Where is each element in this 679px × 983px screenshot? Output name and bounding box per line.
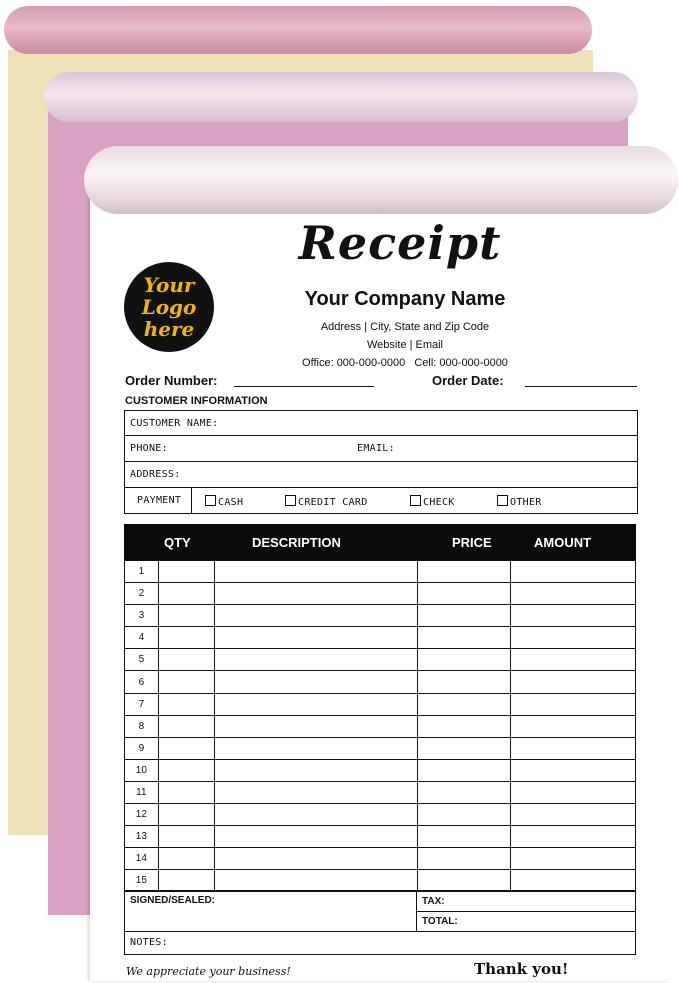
row-number: 15 — [125, 870, 159, 892]
qty-cell[interactable] — [158, 649, 214, 671]
qty-cell[interactable] — [158, 627, 214, 649]
address-row[interactable] — [124, 461, 638, 488]
price-cell[interactable] — [417, 759, 511, 781]
checkbox-icon — [410, 495, 421, 506]
description-cell[interactable] — [215, 649, 418, 671]
amount-cell[interactable] — [511, 693, 636, 715]
row-number: 12 — [125, 804, 159, 826]
order-date-label: Order Date: — [432, 373, 504, 388]
customer-section-heading: CUSTOMER INFORMATION — [125, 395, 268, 407]
description-cell[interactable] — [215, 671, 418, 693]
amount-cell[interactable] — [511, 804, 636, 826]
logo-line: here — [143, 317, 195, 341]
items-table — [124, 560, 636, 892]
description-cell[interactable] — [215, 826, 418, 848]
qty-cell[interactable] — [158, 781, 214, 803]
phone-email-row[interactable] — [124, 435, 638, 462]
payment-option-credit-card[interactable]: CREDIT CARD — [285, 495, 368, 508]
description-cell[interactable] — [215, 715, 418, 737]
address-label: ADDRESS: — [130, 469, 181, 480]
payment-option-check[interactable]: CHECK — [410, 495, 455, 508]
price-cell[interactable] — [417, 671, 511, 693]
company-web: Website | Email — [366, 339, 443, 351]
row-number: 9 — [125, 737, 159, 759]
column-description: DESCRIPTION — [252, 535, 341, 550]
logo-line: Your — [143, 273, 195, 297]
column-amount: AMOUNT — [534, 535, 592, 550]
price-cell[interactable] — [417, 804, 511, 826]
price-cell[interactable] — [417, 627, 511, 649]
row-number: 11 — [125, 781, 159, 803]
amount-cell[interactable] — [511, 848, 636, 870]
back-sheet-roll — [4, 6, 592, 54]
phone-label: PHONE: — [130, 443, 168, 454]
qty-cell[interactable] — [158, 671, 214, 693]
row-number: 5 — [125, 649, 159, 671]
description-cell[interactable] — [215, 605, 418, 627]
notes-box[interactable] — [124, 931, 636, 955]
table-row — [125, 605, 636, 627]
total-box[interactable] — [416, 911, 636, 932]
amount-cell[interactable] — [511, 737, 636, 759]
description-cell[interactable] — [215, 804, 418, 826]
logo-line: Logo — [141, 295, 197, 319]
qty-cell[interactable] — [158, 605, 214, 627]
qty-cell[interactable] — [158, 583, 214, 605]
receipt-title: Receipt — [298, 216, 502, 270]
description-cell[interactable] — [215, 759, 418, 781]
amount-cell[interactable] — [511, 671, 636, 693]
qty-cell[interactable] — [158, 759, 214, 781]
qty-cell[interactable] — [158, 737, 214, 759]
price-cell[interactable] — [417, 649, 511, 671]
price-cell[interactable] — [417, 737, 511, 759]
price-cell[interactable] — [417, 605, 511, 627]
table-row — [125, 759, 636, 781]
tax-box[interactable] — [416, 890, 636, 912]
table-row — [125, 826, 636, 848]
description-cell[interactable] — [215, 561, 418, 583]
signed-label: SIGNED/SEALED: — [130, 895, 216, 906]
table-row — [125, 583, 636, 605]
qty-cell[interactable] — [158, 870, 214, 892]
table-row — [125, 649, 636, 671]
qty-cell[interactable] — [158, 826, 214, 848]
payment-option-other[interactable]: OTHER — [497, 495, 542, 508]
description-cell[interactable] — [215, 583, 418, 605]
payment-row — [124, 487, 638, 514]
amount-cell[interactable] — [511, 605, 636, 627]
row-number: 8 — [125, 715, 159, 737]
amount-cell[interactable] — [511, 759, 636, 781]
table-row — [125, 848, 636, 870]
row-number: 6 — [125, 671, 159, 693]
description-cell[interactable] — [215, 627, 418, 649]
price-cell[interactable] — [417, 848, 511, 870]
description-cell[interactable] — [215, 870, 418, 892]
table-row — [125, 671, 636, 693]
amount-cell[interactable] — [511, 870, 636, 892]
row-number: 13 — [125, 826, 159, 848]
qty-cell[interactable] — [158, 693, 214, 715]
price-cell[interactable] — [417, 693, 511, 715]
payment-label: PAYMENT — [137, 495, 182, 506]
qty-cell[interactable] — [158, 848, 214, 870]
thank-you-text: Thank you! — [474, 960, 569, 978]
order-number-field[interactable] — [234, 386, 374, 387]
price-cell[interactable] — [417, 715, 511, 737]
column-price: PRICE — [452, 535, 492, 550]
row-number: 10 — [125, 759, 159, 781]
customer-name-label: CUSTOMER NAME: — [130, 418, 219, 429]
amount-cell[interactable] — [511, 627, 636, 649]
price-cell[interactable] — [417, 583, 511, 605]
appreciation-text: We appreciate your business! — [126, 965, 291, 978]
price-cell[interactable] — [417, 561, 511, 583]
column-qty: QTY — [164, 535, 191, 550]
table-row — [125, 561, 636, 583]
tax-label: TAX: — [422, 896, 445, 907]
price-cell[interactable] — [417, 781, 511, 803]
amount-cell[interactable] — [511, 561, 636, 583]
price-cell[interactable] — [417, 870, 511, 892]
table-row — [125, 627, 636, 649]
order-date-field[interactable] — [525, 386, 637, 387]
row-number: 4 — [125, 627, 159, 649]
email-label: EMAIL: — [357, 443, 395, 454]
table-row — [125, 737, 636, 759]
description-cell[interactable] — [215, 781, 418, 803]
items-table-header — [124, 524, 636, 560]
table-row — [125, 804, 636, 826]
table-row — [125, 693, 636, 715]
customer-name-row[interactable] — [124, 410, 638, 436]
description-cell[interactable] — [215, 737, 418, 759]
row-number: 1 — [125, 561, 159, 583]
amount-cell[interactable] — [511, 715, 636, 737]
payment-divider — [191, 488, 192, 513]
checkbox-icon — [285, 495, 296, 506]
front-sheet-roll — [84, 146, 678, 214]
order-number-label: Order Number: — [125, 373, 218, 388]
signed-box[interactable] — [124, 890, 417, 932]
payment-option-cash[interactable]: CASH — [205, 495, 243, 508]
amount-cell[interactable] — [511, 826, 636, 848]
middle-sheet-roll — [44, 72, 638, 122]
table-row — [125, 870, 636, 892]
description-cell[interactable] — [215, 848, 418, 870]
qty-cell[interactable] — [158, 715, 214, 737]
row-number: 7 — [125, 693, 159, 715]
notes-label: NOTES: — [130, 937, 168, 948]
amount-cell[interactable] — [511, 583, 636, 605]
company-name: Your Company Name — [304, 288, 506, 310]
table-row — [125, 781, 636, 803]
company-address: Address | City, State and Zip Code — [320, 321, 490, 333]
row-number: 14 — [125, 848, 159, 870]
logo-placeholder — [124, 262, 214, 352]
amount-cell[interactable] — [511, 649, 636, 671]
checkbox-icon — [497, 495, 508, 506]
checkbox-icon — [205, 495, 216, 506]
price-cell[interactable] — [417, 826, 511, 848]
qty-cell[interactable] — [158, 561, 214, 583]
amount-cell[interactable] — [511, 781, 636, 803]
company-phones: Office: 000-000-0000 Cell: 000-000-0000 — [302, 357, 508, 369]
qty-cell[interactable] — [158, 804, 214, 826]
row-number: 3 — [125, 605, 159, 627]
table-row — [125, 715, 636, 737]
row-number: 2 — [125, 583, 159, 605]
total-label: TOTAL: — [422, 916, 458, 927]
description-cell[interactable] — [215, 693, 418, 715]
